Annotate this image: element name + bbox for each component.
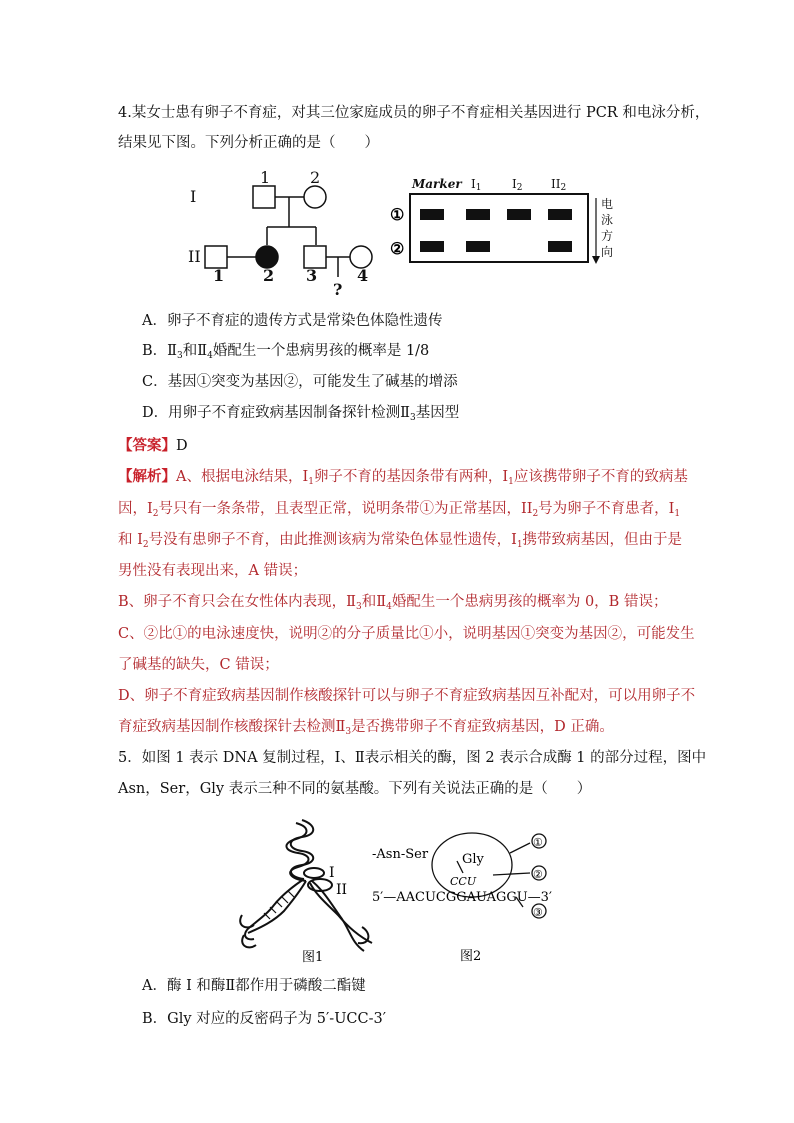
pedigree-II4-female [350, 246, 372, 268]
gel-row-2-label: ② [390, 239, 405, 258]
pedigree-gen-I: I [190, 187, 197, 206]
analysis-line-3: 和 $I_2$号没有患卵子不育，由此推测该病为常染色体显性遗传，$I_1$携带致病基因，但由于是 [118, 532, 683, 550]
gel-band [420, 209, 444, 220]
pedigree-chart [180, 165, 385, 300]
fig1-label-II: II [336, 882, 348, 898]
analysis-line-5: B、卵子不育只会在女性体内表现，$Ⅱ_3$和$Ⅱ_4$婚配生一个患病男孩的概率为 0，B 错误； [118, 594, 668, 612]
fig2-gly: Gly [462, 852, 484, 867]
pedigree-label-c2: 2 [263, 266, 275, 285]
q4-stem-line2: 结果见下图。下列分析正确的是（ ） [118, 135, 379, 151]
figure-2-translation [368, 825, 568, 965]
gel-band [548, 241, 572, 252]
gel-band [420, 241, 444, 252]
q4-option-d: D．用卵子不育症致病基因制备探针检测$Ⅱ_3$基因型 [142, 405, 460, 423]
gel-lane-I1: I1 [471, 177, 482, 193]
analysis-line-2: 因，$I_2$号只有一条条带，且表型正常，说明条带①为正常基因，$II_2$号为卵子不育患者，$I_1$ [118, 501, 681, 519]
pedigree-label-c3: 3 [306, 266, 318, 285]
fig1-label-I: I [329, 865, 335, 881]
fig2-caption: 图2 [460, 949, 482, 964]
pedigree-label-2: 2 [310, 168, 321, 187]
q4-option-c: C．基因①突变为基因②，可能发生了碱基的增添 [142, 374, 458, 390]
gel-band [466, 209, 490, 220]
pedigree-label-1: 1 [260, 168, 271, 187]
analysis-line-4: 男性没有表现出来，A 错误； [118, 563, 308, 579]
gel-band [507, 209, 531, 220]
fig2-circle-3: ③ [533, 906, 543, 919]
q4-option-a: A．卵子不育症的遗传方式是常染色体隐性遗传 [142, 313, 443, 329]
electrophoresis-gel [388, 172, 618, 272]
q5-stem-line1: 5．如图 1 表示 DNA 复制过程，I、Ⅱ表示相关的酶，图 2 表示合成酶 1 的部分过程，图中 [118, 750, 707, 766]
pedigree-II3-male [304, 246, 326, 268]
analysis-line-1: 【解析】A、根据电泳结果，$I_1$卵子不育的基因条带有两种，$I_1$应该携带卵子不育的致病基 [118, 468, 688, 487]
gel-band [548, 209, 572, 220]
pedigree-label-c4: 4 [357, 266, 369, 285]
q4-stem-line1: 4.某女士患有卵子不育症，对其三位家庭成员的卵子不育症相关基因进行 PCR 和电泳分析， [118, 105, 710, 121]
pedigree-I1-male [253, 186, 275, 208]
direction-char-2: 泳 [601, 213, 614, 227]
direction-char-3: 方 [601, 229, 614, 243]
answer-line: 【答案】D [118, 437, 188, 454]
fig2-mrna: 5′—AACUCGGAUAGGU—3′ [372, 890, 552, 905]
q5-stem-line2: Asn，Ser，Gly 表示三种不同的氨基酸。下列有关说法正确的是（ ） [118, 781, 592, 797]
analysis-line-9: 育症致病基因制作核酸探针去检测$Ⅱ_3$是否携带卵子不育症致病基因，D 正确。 [118, 719, 614, 737]
fig2-anticodon: CCU [450, 875, 477, 888]
analysis-line-8: D、卵子不育症致病基因制作核酸探针可以与卵子不育症致病基因互补配对，可以用卵子不 [118, 688, 696, 704]
pedigree-unknown: ? [333, 280, 343, 299]
fig2-peptide-chain: -Asn-Ser [372, 847, 429, 862]
analysis-line-6: C、②比①的电泳速度快，说明②的分子质量比①小，说明基因①突变为基因②，可能发生 [118, 626, 695, 642]
pedigree-II2-affected-female [256, 246, 278, 268]
direction-char-4: 向 [601, 245, 614, 259]
analysis-line-7: 了碱基的缺失，C 错误； [118, 657, 279, 673]
gel-lane-II2: II2 [551, 177, 567, 193]
gel-row-1-label: ① [390, 205, 405, 224]
direction-char-1: 电 [601, 197, 614, 211]
pedigree-I2-female [304, 186, 326, 208]
fig2-circle-2: ② [533, 868, 543, 881]
gel-lane-marker: Marker [412, 177, 462, 191]
pedigree-gen-II: II [188, 247, 201, 266]
fig1-caption: 图1 [302, 950, 324, 965]
gel-band [466, 241, 490, 252]
pedigree-II1-male [205, 246, 227, 268]
pedigree-label-c1: 1 [213, 266, 225, 285]
gel-lane-I2: I2 [512, 177, 523, 193]
q4-option-b: B．$Ⅱ_3$和$Ⅱ_4$婚配生一个患病男孩的概率是 1/8 [142, 343, 430, 361]
fig2-circle-1: ① [533, 836, 543, 849]
q5-option-a: A．酶 I 和酶Ⅱ都作用于磷酸二酯键 [142, 978, 366, 994]
q5-option-b: B．Gly 对应的反密码子为 5′-UCC-3′ [142, 1011, 387, 1027]
